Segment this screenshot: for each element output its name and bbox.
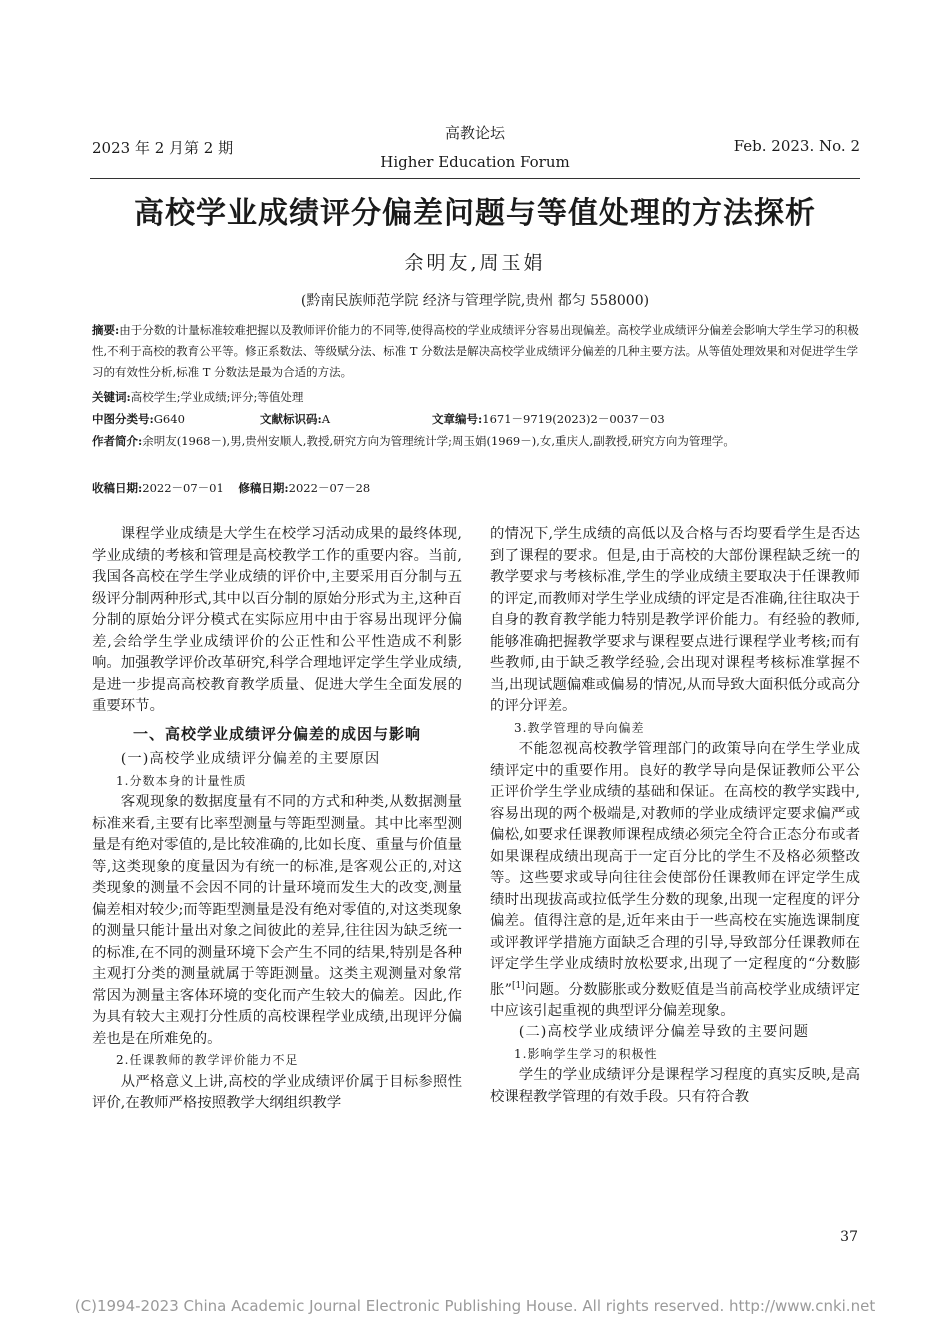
abstract-label: 摘要:	[92, 323, 120, 337]
article-number-value: 1671－9719(2023)2－0037－03	[482, 412, 665, 426]
article-number	[432, 409, 665, 430]
clc-number	[92, 409, 185, 430]
body-paragraph: 学生的学业成绩评分是课程学习程度的真实反映,是高校课程教学管理的有效手段。只有符合教	[490, 1067, 860, 1105]
dates	[92, 478, 370, 499]
body-text: 问题。分数膨胀或分数贬值是当前高校学业成绩评定中应该引起重视的典型评分偏差现象。	[490, 981, 860, 1019]
journal-name-en: Higher Education Forum	[380, 153, 570, 171]
clc-label: 中图分类号:	[92, 412, 154, 426]
keywords	[92, 387, 303, 408]
body-paragraph-continued: 的情况下,学生成绩的高低以及合格与否均要看学生是否达到了课程的要求。但是,由于高校的大部份课程缺乏统一的教学要求与考核标准,学生的学业成绩主要取决于任课教师的评定,而教师对学生学业成绩的评定是否准确,往往取决于自身的教育教学能力特别是教学评价能力。有经验的教师,能够准确把握教学要求与课程要点进行课程学业考核;而有些教师,由于缺乏教学经验,会出现对课程考核标准掌握不当,出现试题偏难或偏易的情况,从而导致大面积低分或高分的评分评差。	[490, 526, 860, 714]
document-code	[260, 409, 330, 430]
journal-name-cn: 高教论坛	[444, 124, 505, 142]
section-heading-1: 一、高校学业成绩评分偏差的成因与影响	[132, 724, 421, 743]
body-paragraph: 课程学业成绩是大学生在校学习活动成果的最终体现,学业成绩的考核和管理是高校教学工作的重要内容。当前,我国各高校在学生学业成绩的评价中,主要采用百分制与五级评分制两种形式,其中以百分制的原始分形式为主,这种百分制的原始分评分模式在实际应用中由于容易出现评分偏差,会给学生学业成绩评价的公正性和公平性造成不利影响。加强教学评价改革研究,科学合理地评定学生学业成绩,是进一步提高高校教育教学质量、促进大学生全面发展的重要环节。	[92, 526, 462, 714]
body-paragraph	[490, 739, 860, 1022]
subsubsection-heading: 3.教学管理的导向偏差	[514, 720, 645, 735]
author-affiliation: (黔南民族师范学院 经济与管理学院,贵州 都匀 558000)	[300, 293, 650, 309]
body-paragraph: 从严格意义上讲,高校的学业成绩评价属于目标参照性评价,在教师严格按照教学大纲组织教学	[92, 1073, 462, 1111]
article-authors: 余明友,周玉娟	[404, 252, 546, 274]
doc-code-label: 文献标识码:	[260, 412, 322, 426]
author-info-text: 余明友(1968－),男,贵州安顺人,教授,研究方向为管理统计学;周玉娟(1969－),女,重庆人,副教授,研究方向为管理学。	[142, 434, 735, 448]
author-info	[92, 431, 860, 452]
article-title: 高校学业成绩评分偏差问题与等值处理的方法探析	[134, 196, 816, 231]
body-column-left	[92, 524, 462, 1115]
body-paragraph: 客观现象的数据度量有不同的方式和种类,从数据测量标准来看,主要有比率型测量与等距型测量。其中比率型测量是有绝对零值的,是比较准确的,比如长度、重量与价值量等,这类现象的度量因为有统一的标准,是客观公正的,对这类现象的测量不会因不同的计量环境而发生大的改变,测量偏差相对较少;而等距型测量是没有绝对零值的,对这类现象的测量只能计量出对象之间彼此的差异,往往因为缺乏统一的标准,在不同的测量环境下会产生不同的结果,特别是各种主观打分类的测量就属于等距测量。这类主观测量对象常常因为测量主客体环境的变化而产生较大的偏差。因此,作为具有较大主观打分性质的高校课程学业成绩,出现评分偏差也是在所难免的。	[92, 794, 462, 1047]
issue-date-en: Feb. 2023. No. 2	[733, 137, 860, 155]
article-number-label: 文章编号:	[432, 412, 483, 426]
subsection-heading: (一)高校学业成绩评分偏差的主要原因	[120, 751, 381, 767]
issue-date-cn: 2023 年 2 月第 2 期	[92, 139, 234, 157]
doc-code-value: A	[321, 412, 331, 426]
received-date: 2022－07－01	[142, 481, 224, 495]
abstract	[92, 320, 860, 383]
author-info-label: 作者简介:	[92, 434, 143, 448]
revised-date: 2022－07－28	[288, 481, 371, 495]
subsubsection-heading: 2.任课教师的教学评价能力不足	[116, 1053, 299, 1067]
revised-label: 修稿日期:	[238, 481, 289, 495]
page-number: 37	[840, 1229, 858, 1245]
subsubsection-heading: 1.影响学生学习的积极性	[514, 1046, 658, 1061]
copyright-footer: (C)1994-2023 China Academic Journal Electronic Publishing House. All rights reserved. http://www.cnki.net	[74, 1297, 876, 1315]
received-label: 收稿日期:	[92, 481, 143, 495]
citation-ref[interactable]: [1]	[511, 980, 525, 991]
body-column-right	[490, 524, 860, 1108]
keywords-text: 高校学生;学业成绩;评分;等值处理	[130, 390, 304, 404]
body-text: 不能忽视高校教学管理部门的政策导向在学生学业成绩评定中的重要作用。良好的教学导向是保证教师公平公正评价学生学业成绩的基础和保证。在高校的教学实践中,容易出现的两个极端是,对教师的学业成绩评定要求偏严或偏松,如要求任课教师课程成绩必须完全符合正态分布或者如果课程成绩出现高于一定百分比的学生不及格必须整改等。这些要求或导向往往会使部份任课教师在评定学生成绩时出现拔高或拉低学生分数的现象,出现一定程度的评分偏差。值得注意的是,近年来由于一些高校在实施选课制度或评教评学措施方面缺乏合理的引导,导致部分任课教师在评定学生学业成绩时放松要求,出现了一定程度的“分数膨胀”	[490, 741, 860, 998]
subsubsection-heading: 1.分数本身的计量性质	[116, 773, 247, 788]
abstract-text: 由于分数的计量标准较难把握以及教师评价能力的不同等,使得高校的学业成绩评分容易出现偏差。高校学业成绩评分偏差会影响大学生学习的积极性,不利于高校的教育公平等。修正系数法、等级赋分法、标准 T 分数法是解决高校学业成绩评分偏差的几种主要方法。从等值处理效果和对促进学生学习的有效性分析,标准 T 分数法是最为合适的方法。	[92, 323, 859, 379]
keywords-label: 关键词:	[92, 390, 131, 404]
clc-value: G640	[153, 412, 185, 426]
header-rule	[90, 178, 860, 179]
subsection-heading: (二)高校学业成绩评分偏差导致的主要问题	[518, 1024, 810, 1041]
